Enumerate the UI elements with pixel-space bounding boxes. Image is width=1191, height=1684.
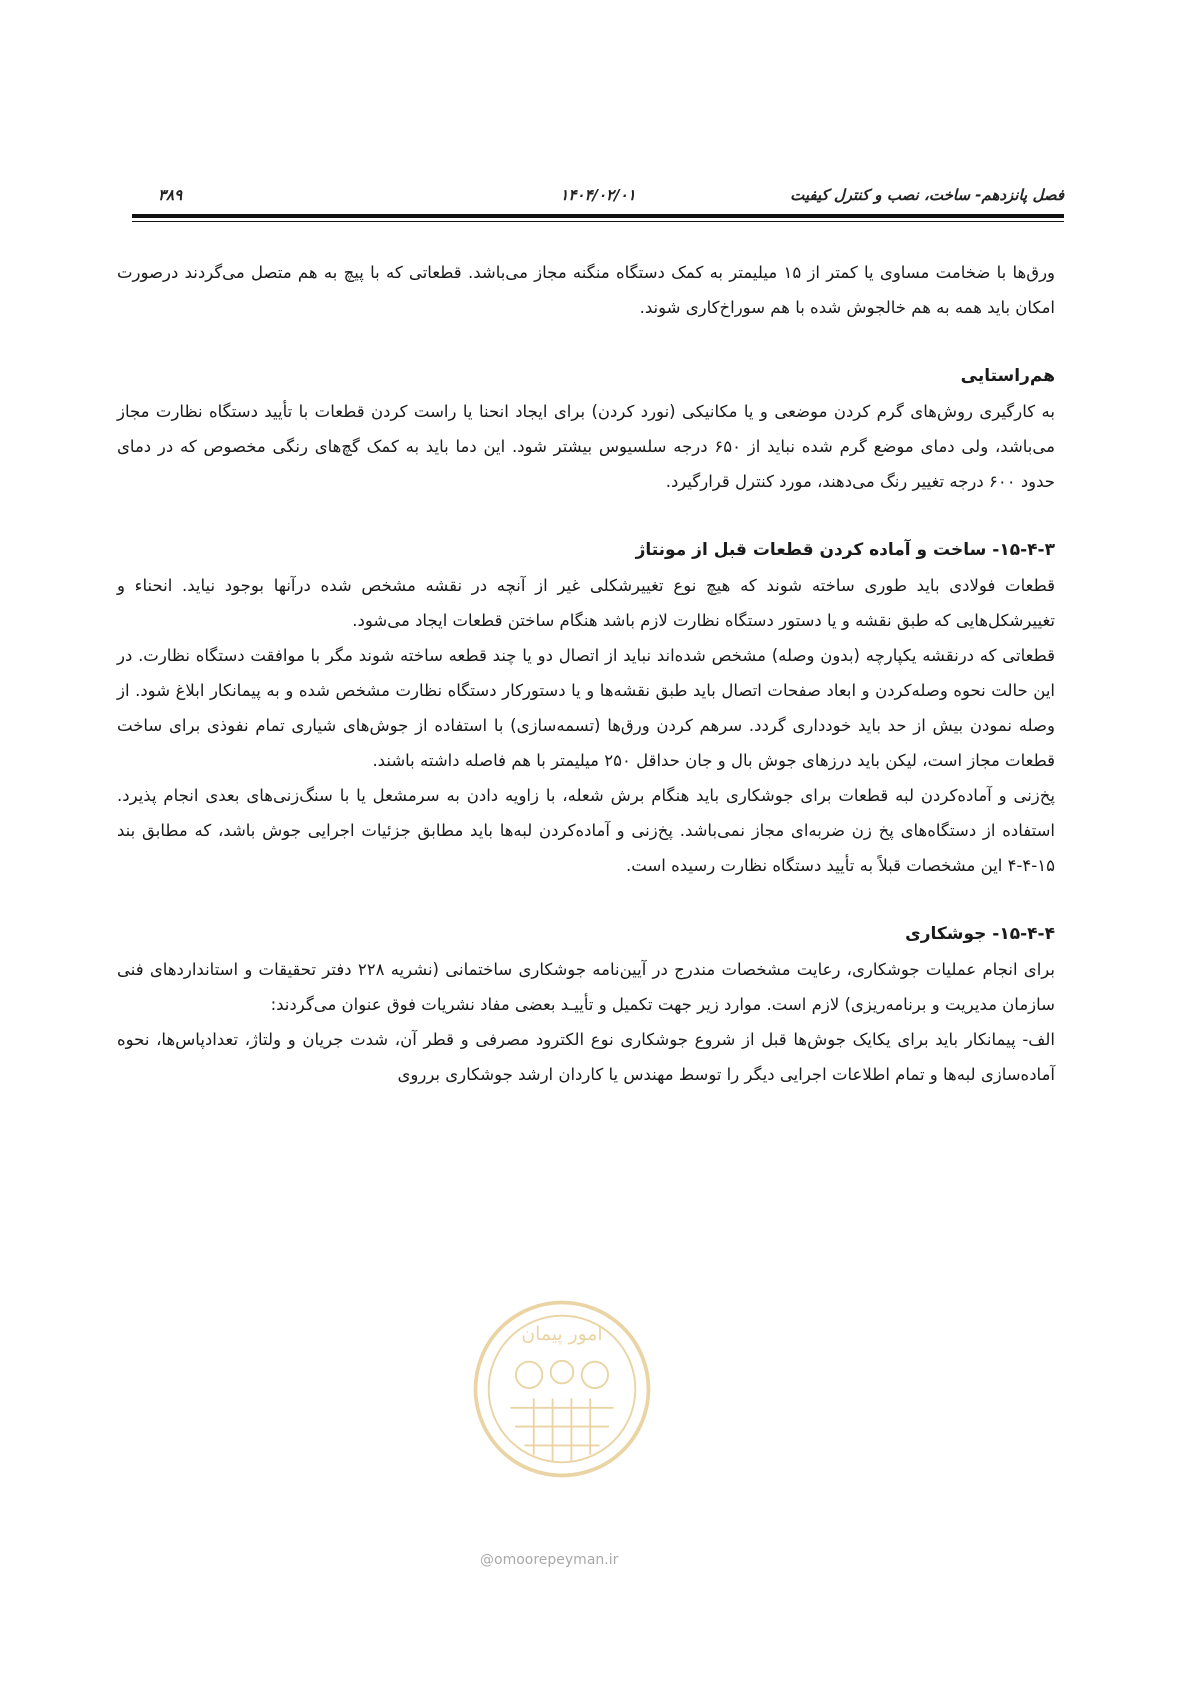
alignment-paragraph: به کارگیری روش‌های گرم کردن موضعی و یا مکانیکی (نورد کردن) برای ایجاد انحنا یا راست کردن قطعات با تأیید دستگاه نظارت مجاز می‌باشد، ولی دمای موضع گرم شده نباید از ۶۵۰ درجه سلسیوس بیشتر شود. این دما باید به کمک گچ‌های رنگی مخصوص که در دمای حدود ۶۰۰ درجه تغییر رنگ می‌دهند، مورد کنترل قرارگیرد. (117, 402, 1055, 491)
page-header (132, 186, 1064, 210)
document-body (117, 255, 1055, 1092)
header-date: ۱۴۰۴/۰۲/۰۱ (560, 186, 636, 204)
heading-section-15-4-3: ۱۵-۴-۳- ساخت و آماده کردن قطعات قبل از مونتاژ (635, 540, 1055, 560)
section-15-4-3-paragraph-1: قطعات فولادی باید طوری ساخته شوند که هیچ نوع تغییرشکلی غیر از آنچه در نقشه مشخص شده درآنها بوجود نیاید. انحناء و تغییرشکل‌هایی که طبق نقشه و یا دستور دستگاه نظارت لازم باشد هنگام ساختن قطعات ایجاد می‌شود. (117, 576, 1055, 630)
heading-section-15-4-4: ۱۵-۴-۴- جوشکاری (905, 924, 1055, 944)
watermark-url: @omoorepeyman.ir (480, 1552, 619, 1568)
chapter-title: فصل پانزدهم- ساخت، نصب و کنترل کیفیت (790, 186, 1064, 204)
intro-paragraph: ورق‌ها با ضخامت مساوی یا کمتر از ۱۵ میلیمتر به کمک دستگاه منگنه مجاز می‌باشد. قطعاتی که با پیچ به هم متصل می‌گردند درصورت امکان باید همه به هم خالجوش شده با هم سوراخ‌کاری شوند. (117, 263, 1055, 317)
page-number: ۳۸۹ (158, 186, 183, 204)
section-15-4-3-paragraph-2: قطعاتی که درنقشه یکپارچه (بدون وصله) مشخص شده‌اند نباید از اتصال دو یا چند قطعه ساخته شوند مگر با موافقت دستگاه نظارت. در این حالت نحوه وصله‌کردن و ابعاد صفحات اتصال باید طبق نقشه‌ها و یا دستورکار دستگاه نظارت مشخص شده و به پیمانکار ابلاغ شود. از وصله نمودن بیش از حد باید خودداری گردد. سرهم کردن ورق‌ها (تسمه‌سازی) با استفاده از جوش‌های شیاری تمام نفوذی برای ساخت قطعات مجاز است، لیکن باید درزهای جوش بال و جان حداقل ۲۵۰ میلیمتر با هم فاصله داشته باشند. (117, 646, 1055, 770)
heading-alignment: هم‌راستایی (960, 366, 1055, 386)
header-rule-thin (132, 221, 1064, 222)
section-15-4-4-paragraph-2: الف- پیمانکار باید برای یکایک جوش‌ها قبل از شروع جوشکاری نوع الکترود مصرفی و قطر آن، شدت جریان و ولتاژ، تعدادپاس‌ها، نحوه آماده‌سازی لبه‌ها و تمام اطلاعات اجرایی دیگر را توسط مهندس یا کاردان ارشد جوشکاری برروی (117, 1030, 1055, 1084)
section-15-4-3-paragraph-3: پخ‌زنی و آماده‌کردن لبه قطعات برای جوشکاری باید هنگام برش شعله، با زاویه دادن به سرمشعل یا با سنگ‌زنی‌های بعدی انجام پذیرد. استفاده از دستگاه‌های پخ زن ضربه‌ای مجاز نمی‌باشد. پخ‌زنی و آماده‌کردن لبه‌ها باید مطابق جزئیات اجرایی جوش باشد، که مطابق بند ۱۵-۴-۴ این مشخصات قبلاً به تأیید دستگاه نظارت رسیده است. (117, 786, 1055, 875)
section-15-4-4-paragraph-1: برای انجام عملیات جوشکاری، رعایت مشخصات مندرج در آیین‌نامه جوشکاری ساختمانی (نشریه ۲۲۸ دفتر تحقیقات و استانداردهای فنی سازمان مدیریت و برنامه‌ریزی) لازم است. موارد زیر جهت تکمیل و تأییـد بعضی مفاد نشریات فوق عنوان می‌گردند: (117, 960, 1055, 1014)
header-rule-thick (132, 214, 1064, 218)
watermark-logo-text: امور پیمان (521, 1324, 603, 1346)
watermark-logo-icon (468, 1295, 656, 1483)
